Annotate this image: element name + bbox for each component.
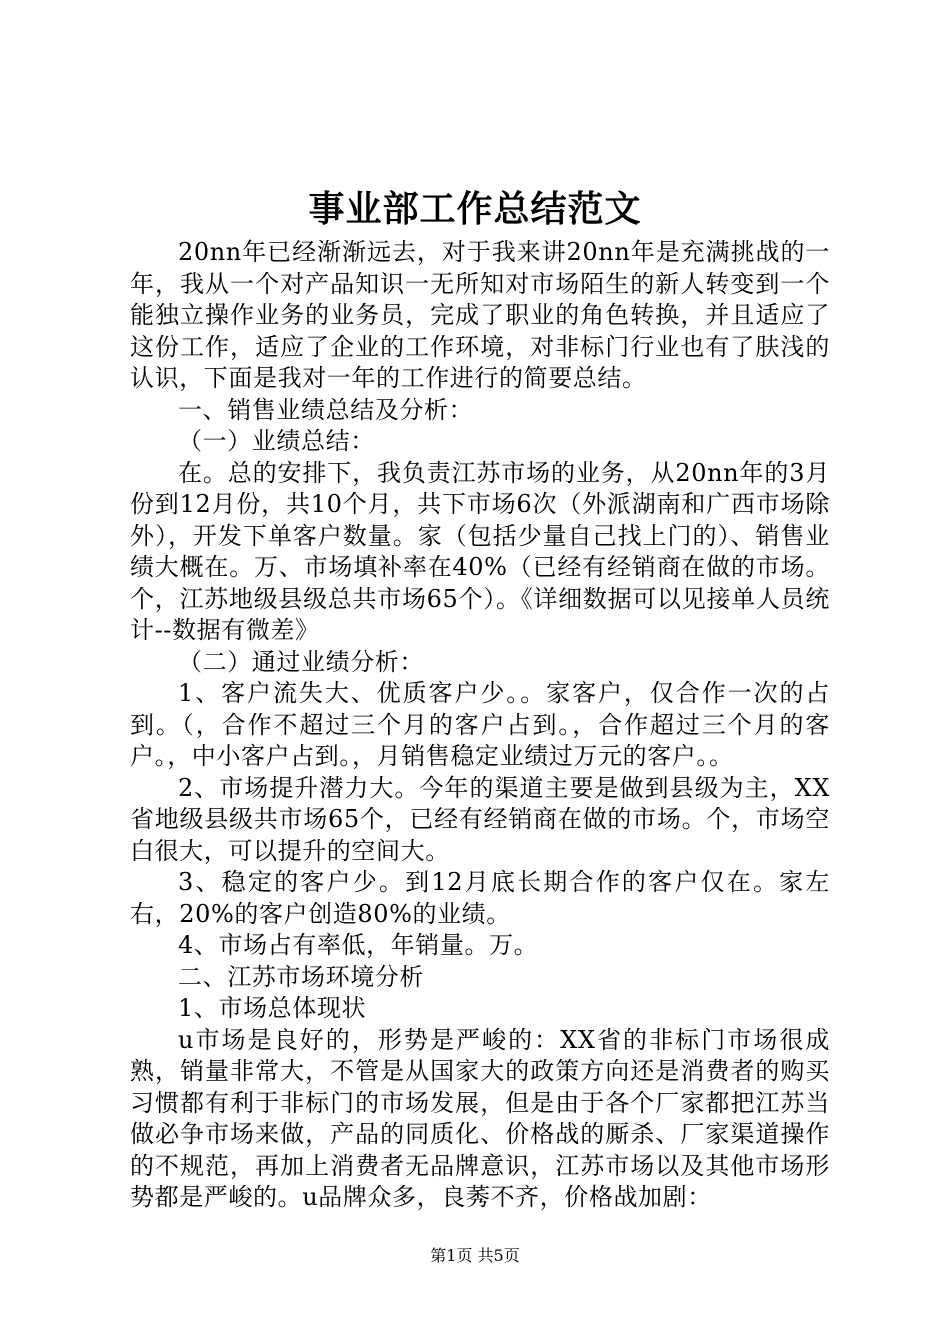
paragraph-summary: 在。总的安排下，我负责江苏市场的业务，从20nn年的3月份到12月份，共10个月，共下市场6次（外派湖南和广西市场除外），开发下单客户数量。家（包括少量自己找上门的）、销售业绩大概在。万、市场填补率在40%（已经有经销商在做的市场。个，江苏地级县级总共市场65个）。《详细数据可以见接单人员统计--数据有微差》 xyxy=(130,458,830,644)
section-heading-sales: 一、销售业绩总结及分析： xyxy=(178,395,474,424)
subsection-heading-analysis: （二）通过业绩分析： xyxy=(178,647,424,676)
page-number: 第1页 共5页 xyxy=(430,1246,520,1265)
list-item-4: 4、市场占有率低，年销量。万。 xyxy=(178,931,539,959)
list-item-2: 2、市场提升潜力大。今年的渠道主要是做到县级为主，XX省地级县级共市场65个，已经有经销商在做的市场。个，市场空白很大，可以提升的空间大。 xyxy=(130,773,830,865)
paragraph-intro: 20nn年已经渐渐远去，对于我来讲20nn年是充满挑战的一年，我从一个对产品知识一无所知对市场陌生的新人转变到一个能独立操作业务的业务员，完成了职业的角色转换，并且适应了这份工作，适应了企业的工作环境，对非标门行业也有了肤浅的认识，下面是我对一年的工作进行的简要总结。 xyxy=(130,238,830,392)
document-title: 事业部工作总结范文 xyxy=(308,188,642,230)
paragraph-market: u市场是良好的，形势是严峻的：XX省的非标门市场很成熟，销量非常大，不管是从国家大的政策方向还是消费者的购买习惯都有利于非标门的市场发展，但是由于各个厂家都把江苏当做必争市场来做，产品的同质化、价格战的厮杀、厂家渠道操作的不规范，再加上消费者无品牌意识，江苏市场以及其他市场形势都是严峻的。u品牌众多，良莠不齐，价格战加剧： xyxy=(130,1025,830,1211)
document-body xyxy=(130,237,830,1214)
list-item-1: 1、客户流失大、优质客户少。。家客户，仅合作一次的占到。（，合作不超过三个月的客户占到。，合作超过三个月的客户。，中小客户占到。，月销售稳定业绩过万元的客户。。 xyxy=(130,679,830,770)
section-heading-market: 二、江苏市场环境分析 xyxy=(178,962,424,991)
list-item-3: 3、稳定的客户少。到12月底长期合作的客户仅在。家左右，20%的客户创造80%的业绩。 xyxy=(130,868,830,928)
subsection-heading-summary: （一）业绩总结： xyxy=(178,427,375,455)
subsection-heading-status: 1、市场总体现状 xyxy=(178,994,367,1022)
